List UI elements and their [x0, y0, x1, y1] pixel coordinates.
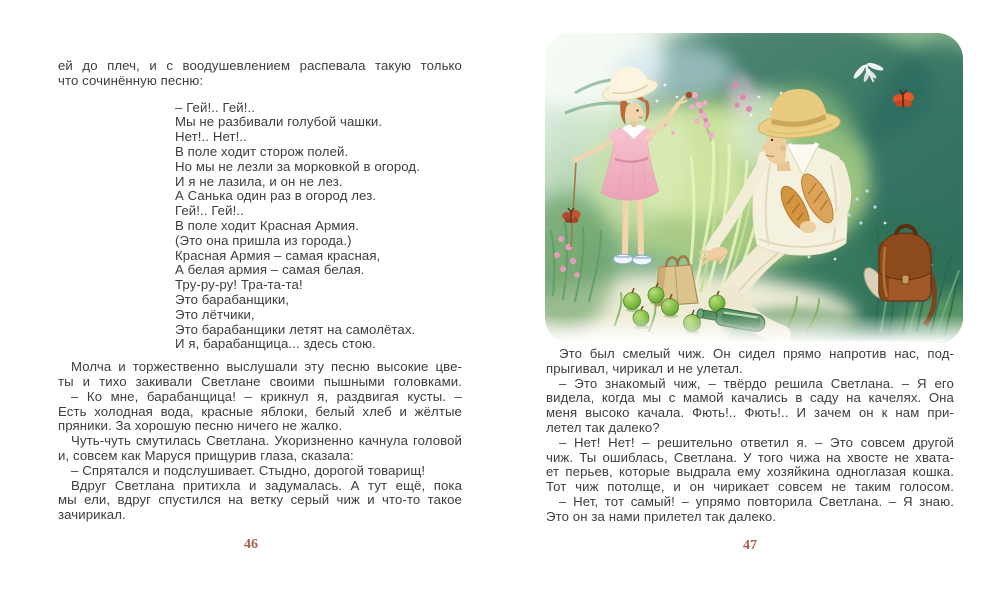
- left-page-number: 46: [244, 537, 258, 552]
- text-line: Тру-ру-ру! Тра-та-та!: [175, 277, 303, 293]
- text-line: – Ко мне, барабанщица! – крикнул я, раздвигая кусты. –: [71, 388, 462, 404]
- text-line: Это барабанщики летят на самолётах.: [175, 321, 416, 337]
- text-line: Нет!.. Нет!..: [175, 129, 247, 145]
- text-line: Это он за нами прилетел так далеко.: [546, 508, 777, 524]
- paragraph: [58, 59, 462, 89]
- illustration-meadow-scene: [545, 33, 963, 343]
- text-line: прыгивал, чирикал и не улетал.: [546, 360, 743, 376]
- paragraph: [58, 464, 462, 479]
- text-line: Это барабанщики,: [175, 291, 290, 307]
- text-line: что сочинённую песню:: [58, 72, 204, 88]
- text-line: – Гей!.. Гей!..: [175, 99, 256, 115]
- text-line: Красная Армия – самая красная,: [175, 247, 381, 263]
- text-line: Это лётчики,: [175, 306, 255, 322]
- text-line: видела, когда мы с мамой качались в саду на качелях. Она: [546, 390, 954, 406]
- text-line: (Это она пришла из города.): [175, 232, 352, 248]
- girl-face: [625, 103, 643, 121]
- text-line: ей до плеч, и с воодушевлением распевала такую только: [58, 58, 462, 73]
- text-line: Это был смелый чиж. Он сидел прямо напротив нас, под-: [559, 346, 954, 361]
- paragraph: [58, 390, 462, 434]
- text-line: Гей!.. Гей!..: [175, 203, 244, 219]
- left-text-column: [58, 59, 462, 523]
- right-text-column: [546, 347, 954, 525]
- text-line: мы ели, вдруг спустился на ветку серый чиж и что-то такое: [58, 492, 462, 508]
- paragraph: [546, 495, 954, 525]
- text-line: А Санька один раз в огород лез.: [175, 188, 377, 204]
- text-line: и, совсем как Маруся прищурив глаза, сказала:: [58, 447, 354, 463]
- paragraph: [546, 377, 954, 436]
- text-line: Тот чиж потолще, и он чирикает совсем не таким голосом.: [546, 479, 954, 495]
- bottom-fade: [545, 315, 963, 343]
- text-line: ет перьев, которые выдрала ему хозяйкина одноглазая кошка.: [546, 464, 954, 480]
- text-line: Вдруг Светлана притихла и задумалась. А тут ещё, пока: [71, 477, 462, 493]
- paragraph: [58, 360, 462, 390]
- text-line: В поле ходит Красная Армия.: [175, 217, 360, 233]
- paragraph: [546, 436, 954, 495]
- text-line: Но мы не лезли за морковкой в огород.: [175, 158, 420, 174]
- text-line: – Нет! Нет! – решительно ответил я. – Это совсем другой: [559, 434, 954, 450]
- text-line: Чуть-чуть смутилась Светлана. Укоризненно качнула головой: [71, 433, 462, 449]
- text-line: летел так далеко?: [546, 419, 660, 435]
- text-line: зачирикал.: [58, 507, 126, 523]
- right-page-number: 47: [743, 538, 757, 553]
- text-line: ты и тихо закивали Светлане своими пышными головками.: [58, 373, 462, 389]
- held-flower: [686, 92, 692, 98]
- text-line: пряники. За хорошую песню ничего не жалко.: [58, 418, 343, 434]
- text-line: – Это знакомый чиж, – твёрдо решила Светлана. – Я его: [559, 375, 954, 391]
- paragraph: [58, 479, 462, 523]
- text-line: Мы не разбивали голубой чашки.: [175, 114, 383, 130]
- paragraph: [546, 347, 954, 377]
- text-line: – Спрятался и подслушивает. Стыдно, дорогой товарищ!: [71, 462, 426, 478]
- verse-block: [175, 101, 462, 353]
- text-line: В поле ходит сторож полей.: [175, 143, 349, 159]
- text-line: А белая армия – самая белая.: [175, 262, 365, 278]
- text-line: Есть холодная вода, красные яблоки, белый хлеб и жёлтые: [58, 403, 462, 419]
- text-line: И я не лазила, и он не лез.: [175, 173, 343, 189]
- text-line: меня высоко качала. Фють!.. Фють!.. И зачем он к нам при-: [546, 405, 954, 421]
- paragraph: [58, 434, 462, 464]
- text-line: Молча и торжественно выслушали эту песню высокие цве-: [71, 359, 462, 375]
- text-line: И я, барабанщица... здесь стою.: [175, 336, 376, 352]
- text-line: – Нет, тот самый! – упрямо повторила Светлана. – Я знаю.: [559, 493, 954, 509]
- text-line: чиж. Ты ошиблась, Светлана. У того чижа на хвосте не хвата-: [546, 449, 954, 465]
